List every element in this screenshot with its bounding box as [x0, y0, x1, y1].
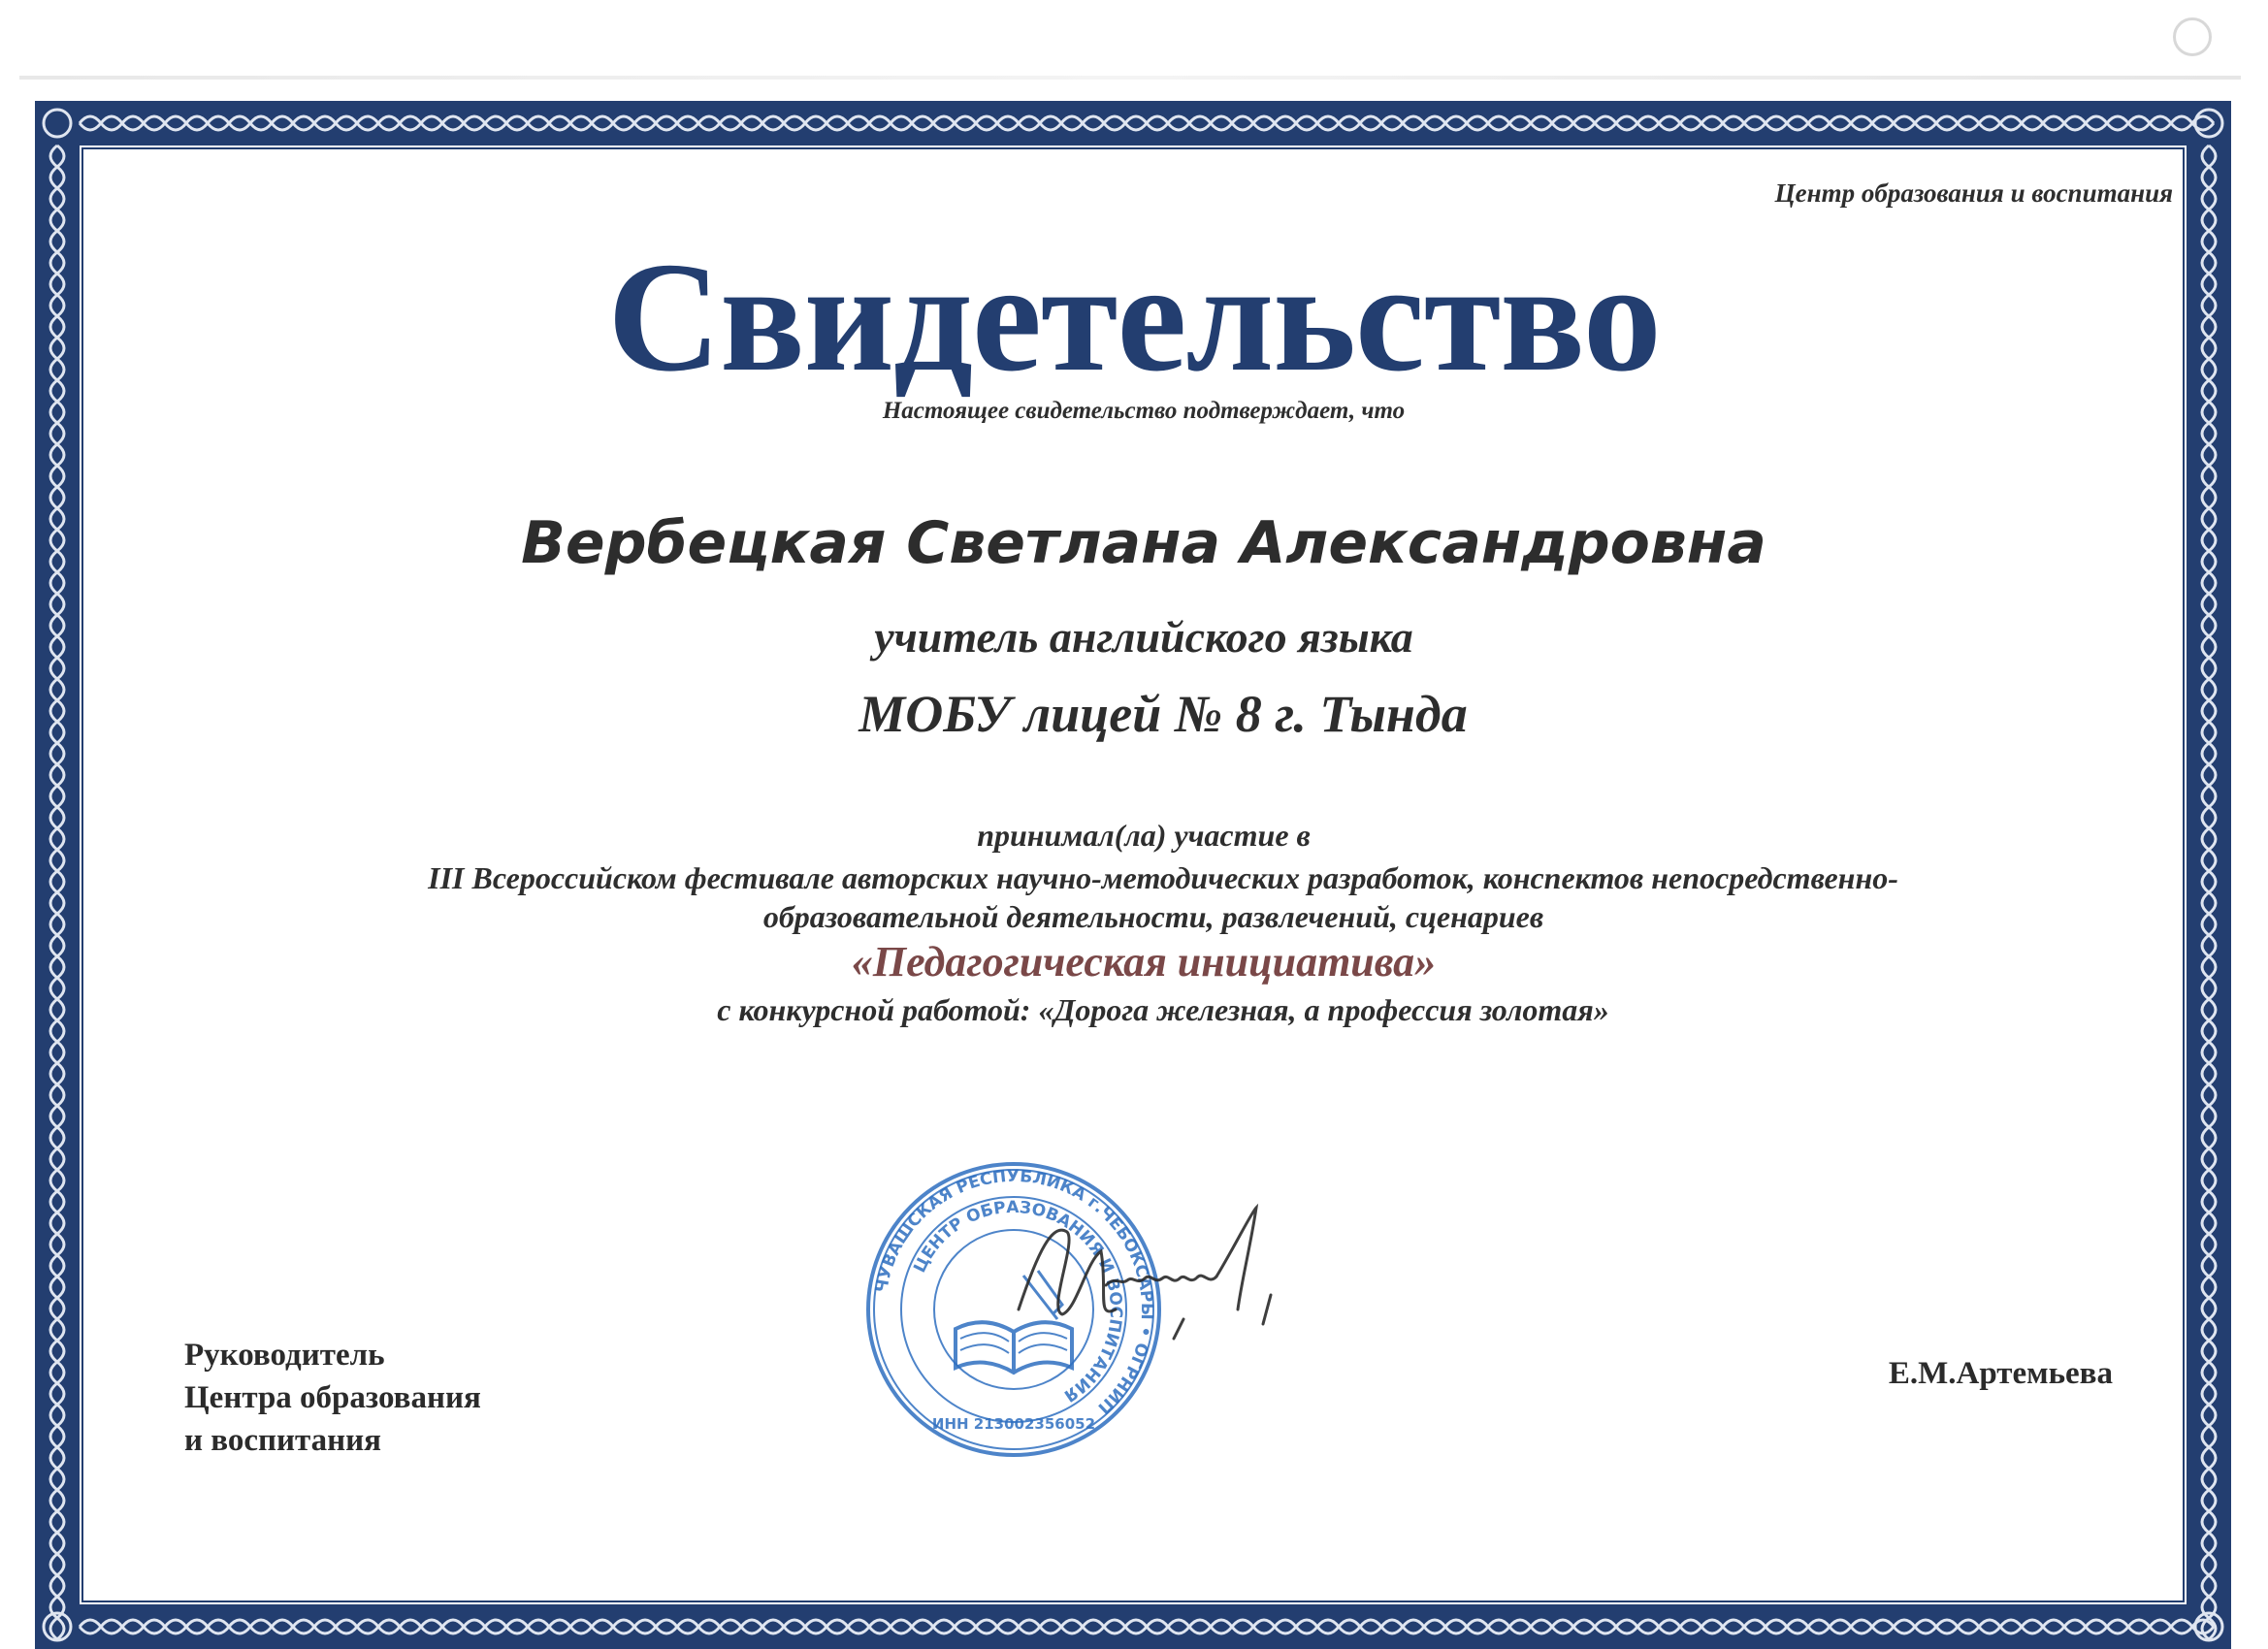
recipient-name: Вербецкая Светлана Александровна	[521, 509, 1766, 577]
festival-description-line-1: III Всероссийском фестивале авторских научно-методических разработок, конспектов непосредственно-	[428, 860, 1898, 895]
scan-edge	[19, 76, 2241, 80]
signer-name: Е.М.Артемьева	[1888, 1356, 2113, 1391]
festival-name: «Педагогическая инициатива»	[851, 938, 1437, 986]
signatory-role-line: Руководитель	[184, 1338, 385, 1373]
certificate-subtitle: Настоящее свидетельство подтверждает, что	[882, 398, 1406, 424]
festival-description-line-2: образовательной деятельности, развлечений, сценариев	[762, 899, 1544, 934]
recipient-position: учитель английского языка	[874, 612, 1413, 662]
competition-work: с конкурсной работой: «Дорога железная, а профессия золотая»	[717, 992, 1609, 1027]
stamp-outer-text: ЧУВАШСКАЯ РЕСПУБЛИКА г.ЧЕБОКСАРЫ • ОГРНИП	[872, 1166, 1157, 1418]
handwritten-signature-icon	[1009, 1193, 1290, 1348]
stamp-inner-text: ЦЕНТР ОБРАЗОВАНИЯ И ВОСПИТАНИЯ	[910, 1197, 1126, 1406]
stamp-inn: ИНН 213002356052	[931, 1415, 1096, 1433]
certificate-title: Свидетельство	[607, 231, 1661, 404]
recipient-school: МОБУ лицей № 8 г. Тында	[859, 685, 1468, 743]
scan-mark	[2173, 17, 2212, 56]
participation-line: принимал(ла) участие в	[977, 818, 1311, 853]
signatory-role	[184, 1334, 481, 1462]
signatory-role-line: Центра образования	[184, 1380, 481, 1415]
signatory-role-line: и воспитания	[184, 1423, 382, 1458]
issuer-organization-header: Центр образования и воспитания	[1774, 178, 2173, 208]
